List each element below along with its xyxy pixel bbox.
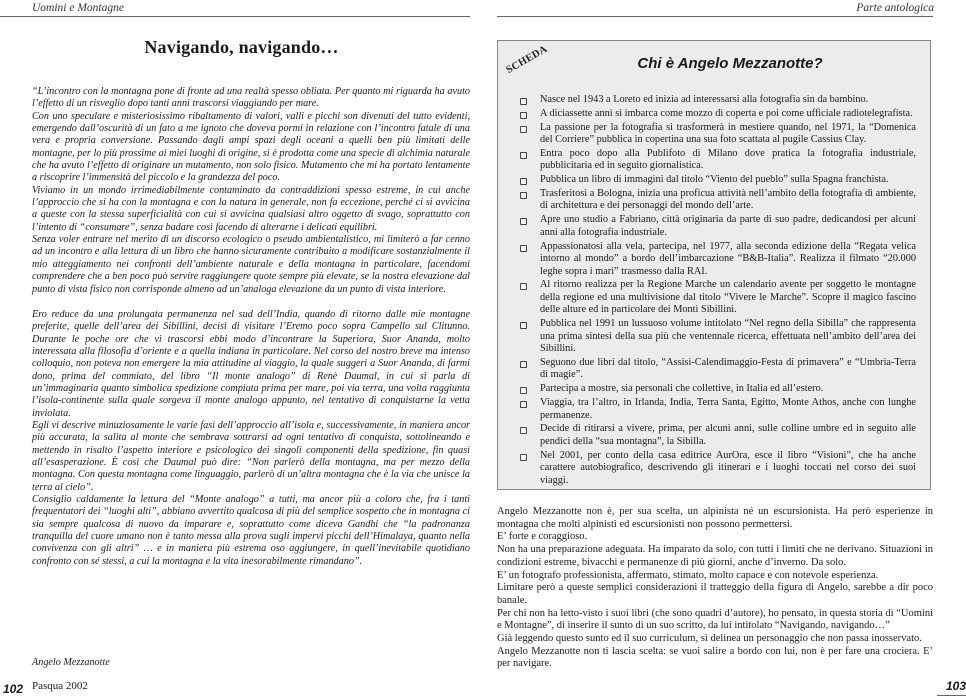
square-bullet-icon	[520, 427, 527, 434]
list-item	[520, 214, 916, 239]
square-bullet-icon	[520, 401, 527, 408]
bio-list	[520, 94, 916, 488]
page-number-rule	[937, 695, 966, 696]
header-rule	[497, 16, 933, 17]
square-bullet-icon	[520, 192, 527, 199]
article-body	[32, 86, 470, 568]
list-item-text: Partecipa a mostre, sia personali che collettive, in Italia ed all’estero.	[540, 383, 824, 395]
info-box-title: Chi è Angelo Mezzanotte?	[637, 55, 823, 72]
square-bullet-icon	[520, 112, 527, 119]
paragraph: E’ un fotografo professionista, affermato, stimato, molto capace e con notevole esperienza.	[497, 569, 879, 581]
square-bullet-icon	[520, 178, 527, 185]
list-item	[520, 148, 916, 173]
list-item-text: Nel 2001, per conto della casa editrice AurOra, esce il libro “Visioni”, che ha anche carattere autobiografico, descrivendo gli itinerari e i luoghi toccati nel corso dei suoi viaggi.	[540, 449, 916, 486]
list-item	[520, 397, 916, 422]
paragraph: Non ha una preparazione adeguata. Ha imparato da solo, con tutti i limiti che ne derivano. Situazioni in condizioni estreme, bivacchi e permanenze di più giorni, anche d’inverno. Da solo.	[497, 544, 933, 568]
list-item-text: Decide di ritirarsi a vivere, prima, per alcuni anni, sulle colline umbre ed in seguito alle pendici della “sua montagna”, la Sibilla.	[540, 423, 916, 447]
paragraph: Consiglio caldamente la lettura del “Monte analogo” a tutti, ma ancor più a coloro che, fra i tanti frequentatori dei “luoghi alti”, abbiano avvertito qualcosa di più del semplice sospetto che in montagna ci sia sempre qualcosa di nuovo da imparare e, soprattutto come diceva Gandhi che “la padronanza tranquilla del cuore umano non è tanto messa alla prova sugli impervi picchi dell’Himalaya, quanto nella convivenza con gli altri” … e in maniera più estrema oso aggiungere, in quell’inevitabile quotidiano confronto con sé stessi, a cui la montagna e la vita inesorabilmente rimandano”.	[32, 494, 470, 567]
square-bullet-icon	[520, 152, 527, 159]
list-item	[520, 241, 916, 279]
list-item-text: Al ritorno realizza per la Regione Marche un calendario avente per soggetto le montagne della regione ed una multivisione dal titolo “Vivere le Marche”. Scopre il magico fascino delle alture ed in particolare dei Monti Sibillini.	[540, 279, 916, 316]
square-bullet-icon	[520, 361, 527, 368]
list-item-text: A diciassette anni si imbarca come mozzo di coperta e poi come ufficiale radiotelegrafista.	[540, 107, 913, 119]
list-item	[520, 423, 916, 448]
right-page	[483, 0, 966, 699]
list-item	[520, 357, 916, 382]
running-head: Parte antologica	[856, 2, 934, 14]
paragraph: Già leggendo questo sunto ed il suo curriculum, si delinea un personaggio che non passa inosservato.	[497, 633, 922, 645]
paragraph: Ero reduce da una prolungata permanenza nel sud dell’India, quando di ritorno dalle mie montagne preferite, quelle dell’area dei Sibillini, decisi di visitare l’Eremo poco sopra Campello sul Clitunno. Durante le poche ore che vi trascorsi ebbi modo d’incontrare la Superiora, Suor Ananda, molto interessata alla filosofia d’oriente e a quella indiana in particolare. Nel corso del nostro breve ma intenso colloquio, non poteva non emergere la mia attitudine al viaggio, la quale suggerì a Suor Ananda, di farmi dono, prima del commiato, del libro “Il monte analogo” di Renè Daumal, in cui si parla di un’immaginaria quanto simbolica spedizione compiuta prima per mare, poi via terra, una volta raggiunta l’isola-continente sulla quale sorgeva il monte analogo appunto, nel tentativo di conquistarne la vetta inviolata.	[32, 308, 470, 419]
square-bullet-icon	[520, 387, 527, 394]
list-item	[520, 383, 916, 396]
bio-body	[497, 506, 933, 671]
info-box	[497, 40, 931, 490]
paragraph: Egli vi descrive minuziosamente le varie fasi dell’approccio all’isola e, successivamente, in maniera ancor più accurata, la salita al monte che sembrava sottrarsi ad ogni tentativo di conquista, sottolineando e mettendo in risalto l’aspetto interiore e psicologico dei singoli componenti della spedizione, fin quasi all’esasperazione. È così che Daumal può dire: “Non parlerò della montagna, ma per mezzo della montagna. Con questa montagna come linguaggio, parlerò di un’altra montagna che è la via che unisce la terra al cielo”.	[32, 419, 470, 493]
square-bullet-icon	[520, 126, 527, 133]
list-item-text: Entra poco dopo alla Publifoto di Milano dove pratica la fotografia industriale, pubblicitaria ed in seguito giornalistica.	[540, 147, 916, 172]
scheda-tag: SCHEDA	[504, 43, 550, 76]
list-item	[520, 108, 916, 121]
article-title: Navigando, navigando…	[144, 37, 339, 57]
list-item-text: Appassionatosi alla vela, partecipa, nel 1977, alla seconda edizione della “Regata velica intorno al mondo” a bordo dell’imbarcazione “B&B-Italia”. Realizza il filmato “20.000 leghe sopra i mari” trasmesso dalla RAI.	[540, 240, 916, 277]
paragraph: Con uno speculare e misteriosissimo ribaltamento di valori, valli e picchi son divenuti del tutto evidenti, emergendo dall’oscurità di un fato a me ignoto che doveva pormi in relazione con l’incontro fatale di una vera e propria conversione. Passando dagli ampi spazi degli oceani a quelli ben più limitati delle montagne, per lo più prossime ai miei luoghi di origine, si è prodotta come una specie di alchimia naturale che ha avuto l’effetto di originare un mutamento, non solo fisico. Mutamento che mi ha portato lentamente a riscoprire l’immensità del piccolo e la grandezza del poco.	[32, 110, 470, 184]
list-item-text: Nasce nel 1943 a Loreto ed inizia ad interessarsi alla fotografia sin da bambino.	[540, 94, 869, 105]
square-bullet-icon	[520, 98, 527, 105]
paragraph: Per chi non ha letto-visto i suoi libri (che sono quadri d’autore), ho pensato, in questa storia di “Uomini e Montagne”, di inserire il sunto di un suo scritto, da lui intitolato “Navigando, navigando…”	[497, 607, 933, 632]
paragraph: Limitare però a queste semplici considerazioni il tratteggio della figura di Angelo, sarebbe a dir poco banale.	[497, 582, 933, 606]
running-head: Uomini e Montagne	[32, 2, 124, 14]
list-item	[520, 122, 916, 147]
date-line: Pasqua 2002	[32, 680, 88, 692]
list-item	[520, 188, 916, 213]
paragraph: E’ forte e coraggioso.	[497, 531, 588, 543]
square-bullet-icon	[520, 283, 527, 290]
list-item-text: Trasferitosi a Bologna, inizia una proficua attività nell’ambito della fotografia di ambiente, di architettura e dei personaggi del mondo dell’arte.	[540, 187, 916, 212]
list-item-text: Apre uno studio a Fabriano, città originaria da parte di suo padre, dedicandosi per alcuni anni alla fotografia industriale.	[540, 214, 916, 238]
page-number: 103	[946, 679, 966, 693]
list-item-text: Seguono due libri dal titolo, “Assisi-Calendimaggio-Festa di primavera” e “Umbria-Terra di magie”.	[540, 356, 916, 381]
list-item-text: Viaggia, tra l’altro, in Irlanda, India, Terra Santa, Egitto, Monte Athos, anche con lunghe permanenze.	[540, 397, 916, 421]
list-item	[520, 94, 916, 107]
square-bullet-icon	[520, 454, 527, 461]
paragraph: Viviamo in un mondo irrimediabilmente contaminato da contraddizioni spesso estreme, in cui anche l’approccio che si ha con la montagna e con la natura in generale, non fa eccezione, perché ci si avvicina a queste con la stessa superficialità con cui si avvicina qualsiasi altro oggetto di svago, soprattutto con l’intento di “consumare”, senza badare così facendo di alterarne i delicati equilibri.	[32, 184, 470, 233]
square-bullet-icon	[520, 245, 527, 252]
header-rule	[0, 16, 470, 17]
page-number: 102	[3, 682, 24, 696]
list-item-text: Pubblica nel 1991 un lussuoso volume intitolato “Nel regno della Sibilla” che rappresenta una prima sintesi della sua più che ventennale ricerca, effettuata nell’ambito dell’area dei Sibillini.	[540, 318, 916, 355]
paragraph: Angelo Mezzanotte non ti lascia scelta: se vuoi salire a bordo con lui, non è per fare una crociera. E’ per navigare.	[497, 645, 933, 670]
paragraph: “L’incontro con la montagna pone di fronte ad una realtà spesso obliata. Per quanto mi riguarda ha avuto l’effetto di un risveglio dopo tanti anni trascorsi viaggiando per mare.	[32, 86, 470, 110]
list-item	[520, 450, 916, 488]
paragraph: Angelo Mezzanotte non è, per sua scelta, un alpinista né un escursionista. Ha però esperienze in montagna che molti alpinisti ed escursionisti non possono permettersi.	[497, 506, 933, 530]
list-item	[520, 174, 916, 187]
paragraph: Senza voler entrare nel merito di un discorso ecologico o pseudo ambientalistico, mi limiterò a far cenno ad un incontro e alla lettura di un libro che hanno sicuramente contribuito a modificare sostanzialmente il mio atteggiamento nei confronti dell’ambiente naturale e della montagna in particolare, facendomi comprendere che a ben poco può servire raggiungere quote sempre più elevate, se la nostra elevazione dal punto di vista fisico non corrisponde almeno ad un’analoga elevazione da un punto di vista interiore.	[32, 234, 470, 295]
author-signature: Angelo Mezzanotte	[32, 657, 110, 668]
list-item	[520, 318, 916, 356]
square-bullet-icon	[520, 322, 527, 329]
list-item-text: Pubblica un libro di immagini dal titolo “Viento del pueblo” sulla Spagna franchista.	[540, 174, 889, 186]
list-item	[520, 279, 916, 317]
list-item-text: La passione per la fotografia si trasformerà in mestiere quando, nel 1971, la “Domenica del Corriere” pubblica in copertina una sua foto scattata al pugile Cassius Clay.	[540, 121, 916, 146]
square-bullet-icon	[520, 218, 527, 225]
